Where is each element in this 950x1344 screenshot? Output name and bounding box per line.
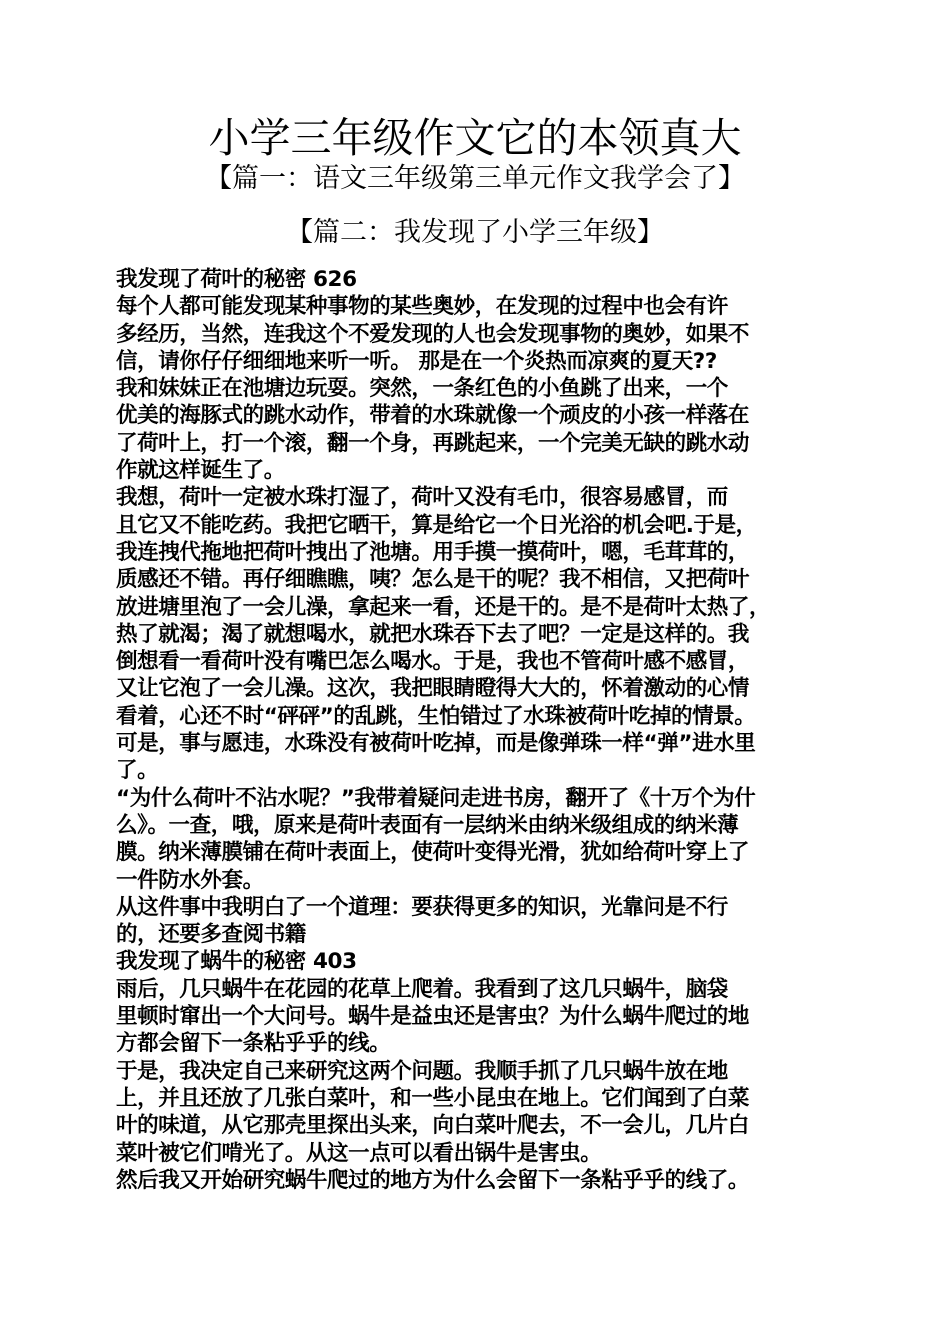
text-line: 我和妹妹正在池塘边玩耍。突然，一条红色的小鱼跳了出来，一个 — [116, 376, 728, 402]
text-line: 上，并且还放了几张白菜叶，和一些小昆虫在地上。它们闻到了白菜 — [116, 1085, 750, 1111]
section-heading-2: 【篇二：我发现了小学三年级】 — [286, 217, 664, 248]
text-line: 质感还不错。再仔细瞧瞧，咦？怎么是干的呢？我不相信，又把荷叶 — [116, 567, 750, 593]
text-line: 又让它泡了一会儿澡。这次，我把眼睛瞪得大大的，怀着激动的心情 — [116, 676, 750, 702]
text-line: 看着，心还不时“砰砰”的乱跳，生怕错过了水珠被荷叶吃掉的情景。 — [116, 703, 756, 729]
section-heading-1: 【篇一：语文三年级第三单元作文我学会了】 — [205, 163, 745, 194]
text-line: 叶的味道，从它那壳里探出头来，向白菜叶爬去，不一会儿，几片白 — [116, 1113, 750, 1139]
document-title: 小学三年级作文它的本领真大 — [208, 114, 742, 162]
text-line: 作就这样诞生了。 — [116, 458, 285, 484]
text-line: 方都会留下一条粘乎乎的线。 — [116, 1031, 391, 1057]
text-line: 热了就渴；渴了就想喝水，就把水珠吞下去了吧？一定是这样的。我 — [116, 621, 750, 647]
text-line: 雨后，几只蜗牛在花园的花草上爬着。我看到了这几只蜗牛，脑袋 — [116, 976, 728, 1002]
text-line: 可是，事与愿违，水珠没有被荷叶吃掉，而是像弹珠一样“弹”进水里 — [116, 731, 756, 757]
text-line: 倒想看一看荷叶没有嘴巴怎么喝水。于是，我也不管荷叶感不感冒， — [116, 649, 750, 675]
text-line: 我发现了荷叶的秘密 626 — [116, 267, 357, 292]
text-line: “为什么荷叶不沾水呢？”我带着疑问走进书房，翻开了《十万个为什 — [116, 785, 756, 811]
text-line: 菜叶被它们啃光了。从这一点可以看出锅牛是害虫。 — [116, 1140, 602, 1166]
text-line: 里顿时窜出一个大问号。蜗牛是益虫还是害虫？为什么蜗牛爬过的地 — [116, 1004, 750, 1030]
text-line: 了。 — [116, 758, 159, 784]
text-line: 从这件事中我明白了一个道理：要获得更多的知识，光靠问是不行 — [116, 894, 728, 920]
text-line: 我想，荷叶一定被水珠打湿了，荷叶又没有毛巾，很容易感冒，而 — [116, 485, 728, 511]
text-line: 了荷叶上，打一个滚，翻一个身，再跳起来，一个完美无缺的跳水动 — [116, 430, 750, 456]
text-line: 信，请你仔仔细细地来听一听。 那是在一个炎热而凉爽的夏天?? — [116, 348, 717, 374]
text-line: 优美的海豚式的跳水动作，带着的水珠就像一个顽皮的小孩一样落在 — [116, 403, 750, 429]
document-body — [116, 266, 840, 1194]
text-line: 且它又不能吃药。我把它晒干，算是给它一个日光浴的机会吧.于是， — [116, 512, 757, 538]
text-line: 多经历，当然，连我这个不爱发现的人也会发现事物的奥妙，如果不 — [116, 321, 750, 347]
text-line: 然后我又开始研究蜗牛爬过的地方为什么会留下一条粘乎乎的线了。 — [116, 1167, 750, 1193]
text-line: 我连拽代拖地把荷叶拽出了池塘。用手摸一摸荷叶，嗯，毛茸茸的， — [116, 539, 750, 565]
text-line: 的，还要多查阅书籍 — [116, 922, 306, 948]
text-line: 我发现了蜗牛的秘密 403 — [116, 949, 357, 975]
text-line: 于是，我决定自己来研究这两个问题。我顺手抓了几只蜗牛放在地 — [116, 1058, 728, 1084]
text-line: 一件防水外套。 — [116, 867, 264, 893]
text-line: 膜。纳米薄膜铺在荷叶表面上，使荷叶变得光滑，犹如给荷叶穿上了 — [116, 840, 750, 866]
text-line: 么》。一查，哦，原来是荷叶表面有一层纳米由纳米级组成的纳米薄 — [116, 812, 739, 838]
text-line: 放进塘里泡了一会儿澡，拿起来一看，还是干的。是不是荷叶太热了， — [116, 594, 771, 620]
text-line: 每个人都可能发现某种事物的某些奥妙，在发现的过程中也会有许 — [116, 294, 728, 320]
